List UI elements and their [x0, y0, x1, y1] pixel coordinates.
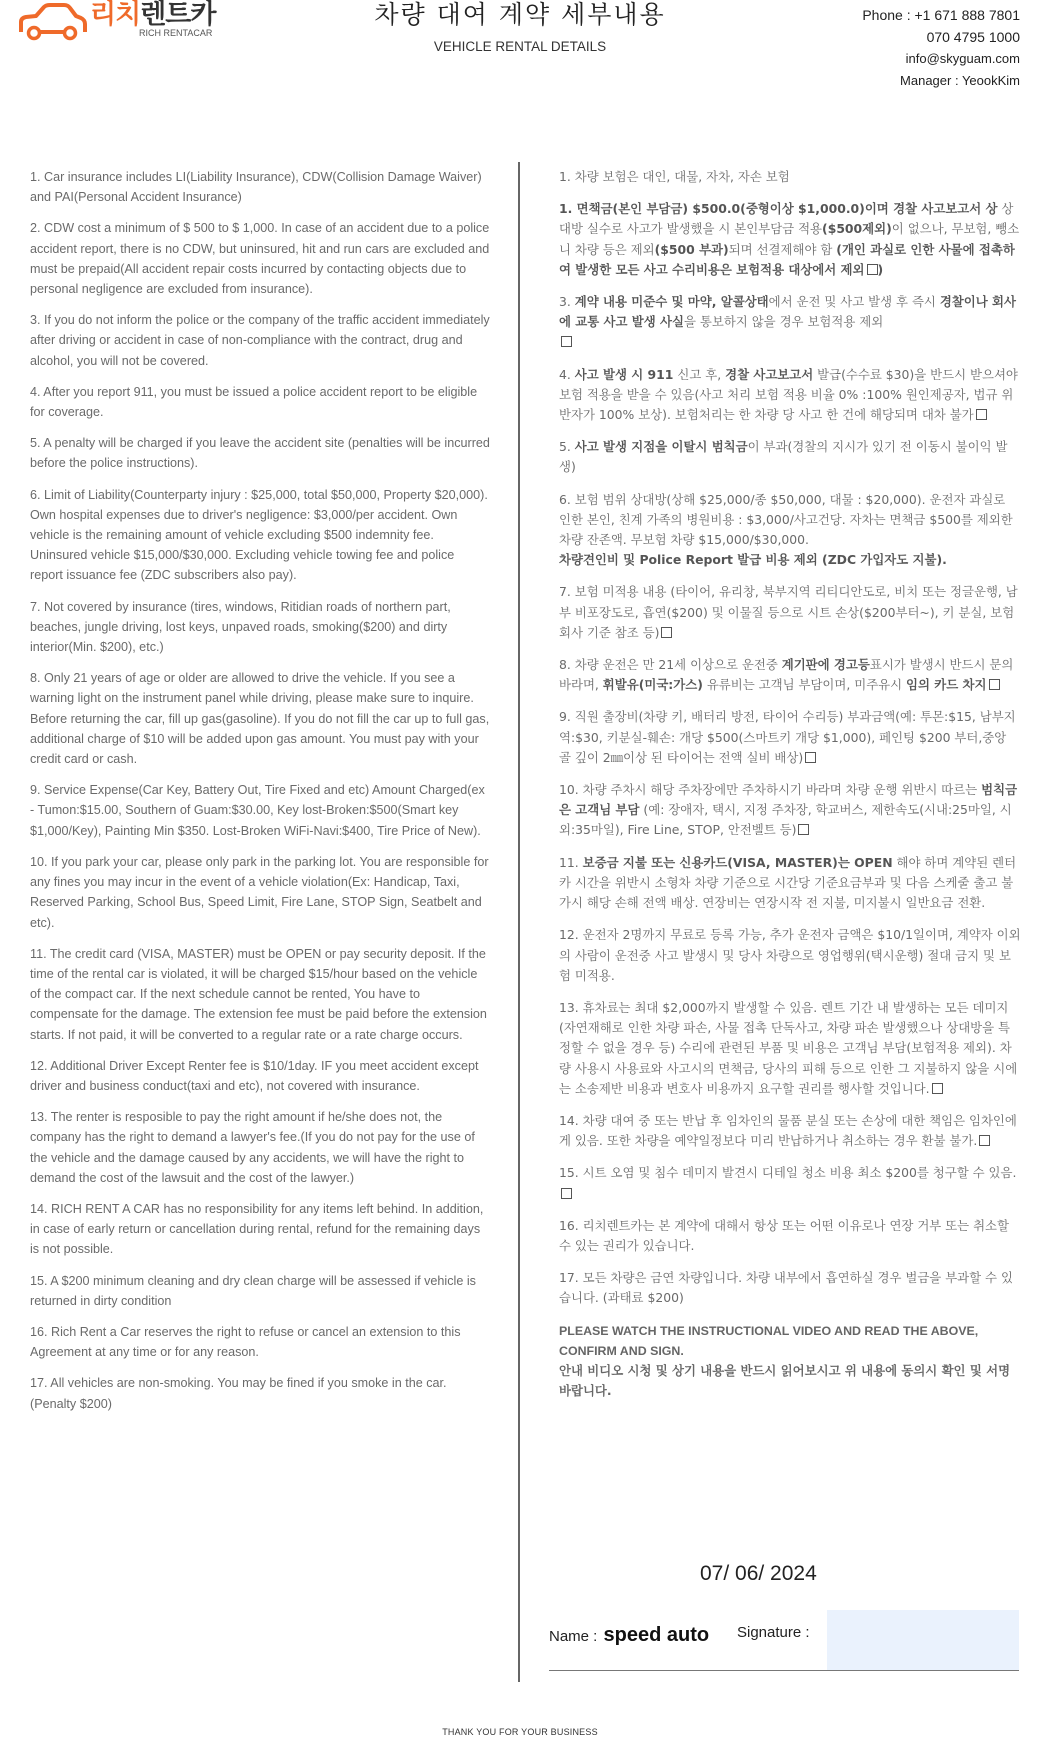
korean-term: 10. 차량 주차시 해당 주차장에만 주차하시기 바라며 차량 운행 위반시 따르는 범칙금은 고객님 부담 (예: 장애자, 택시, 지정 주차장, 학교버스, 제한속도(시내:25마일, 시외:35마일), Fire Line, STOP, 안전벨트 등)	[559, 782, 1018, 838]
korean-term: 16. 리치렌트카는 본 계약에 대해서 항상 또는 어떤 이유로나 연장 거부 또는 취소할 수 있는 권리가 있습니다.	[559, 1217, 1009, 1253]
empty-checkbox-icon[interactable]	[932, 1083, 943, 1094]
korean-term: 9. 직원 출장비(차량 키, 배터리 방전, 타이어 수리등) 부과금액(예: 투몬:$15, 남부지역:$30, 키분실-훼손: 개당 $500(스마트키 개당 $1,000), 페인팅 $200 부터,중앙 골 깊이 2㎜이상 된 타이어는 전액 실비 배상)	[559, 709, 1016, 765]
english-term: 5. A penalty will be charged if you leave the accident site (penalties will be incurred before the police instructions).	[30, 436, 490, 471]
sign-notice	[559, 1321, 1021, 1402]
english-term: 17. All vehicles are non-smoking. You may be fined if you smoke in the car. (Penalty $200)	[30, 1376, 447, 1411]
document-title	[340, 0, 700, 54]
company-logo	[18, 2, 228, 42]
korean-term: 5. 사고 발생 지점을 이탈시 범칙금이 부과(경찰의 지시가 있기 전 이동시 불이익 발생)	[559, 439, 1008, 475]
korean-term: 7. 보험 미적용 내용 (타이어, 유리창, 북부지역 리티디안도로, 비치 또는 정글운행, 남부 비포장도로, 흡연($200) 및 이물질 등으로 시트 손상($200부터~), 키 분실, 보험회사 기준 참조 등)	[559, 584, 1018, 640]
korean-term: 3. 계약 내용 미준수 및 마약, 알콜상태에서 운전 및 사고 발생 후 즉시 경찰이나 회사에 교통 사고 발생 사실을 통보하지 않을 경우 보험적용 제외	[559, 292, 1021, 353]
empty-checkbox-icon[interactable]	[976, 409, 987, 420]
sign-notice-korean: 안내 비디오 시청 및 상기 내용을 반드시 읽어보시고 위 내용에 동의시 확인 및 서명 바랍니다.	[559, 1362, 1011, 1399]
contract-date: 07/ 06/ 2024	[700, 1562, 817, 1585]
sign-notice-english: PLEASE WATCH THE INSTRUCTIONAL VIDEO AND READ THE ABOVE, CONFIRM AND SIGN.	[559, 1323, 979, 1358]
empty-checkbox-icon[interactable]	[989, 679, 1000, 690]
korean-term: 4. 사고 발생 시 911 신고 후, 경찰 사고보고서 발급(수수료 $30)을 반드시 받으셔야 보험 적용을 받을 수 있음(사고 처리 보험 적용 비율 0% :100% 원인제공자, 법규 위반자가 100% 보상). 보험처리는 한 차량 당 사고 한 건에 해당되며 대차 불가	[559, 366, 1018, 423]
english-term: 8. Only 21 years of age or older are allowed to drive the vehicle. If you see a warning light on the instrument panel while driving, please make sure to inquire. Before returning the car, fill up gas(gasoline). If you do not fill the car up to full gas, additional charge of $10 will be added upon gas amount. You must pay with your credit card or cash.	[30, 671, 490, 767]
name-value: speed auto	[603, 1624, 710, 1646]
english-term: 3. If you do not inform the police or the company of the traffic accident immediately after driving or accident in case of non-compliance with the contract, drug and alcohol, you will not be covered.	[30, 313, 490, 368]
phone-number: Phone : +1 671 888 7801	[862, 7, 1020, 23]
english-term: 4. After you report 911, you must be issued a police accident report to be eligible for coverage.	[30, 384, 478, 420]
manager-name: Manager : YeookKim	[900, 73, 1020, 88]
empty-checkbox-icon[interactable]	[561, 1188, 572, 1199]
english-term: 16. Rich Rent a Car reserves the right to refuse or cancel an extension to this Agreement at any time or for any reason.	[30, 1324, 461, 1360]
korean-term: 6. 보험 범위 상대방(상해 $25,000/종 $50,000, 대물 : $20,000). 운전자 과실로 인한 본인, 친계 가족의 병원비용 : $3,000/사고건당. 자차는 면책금 $500를 제외한 차량 잔존액. 무보험 차량 $15,000/$30,000. 차량견인비 및 Police Report 발급 비용 제외 (ZDC 가입자도 지불).	[559, 491, 1013, 568]
english-term: 9. Service Expense(Car Key, Battery Out, Tire Fixed and etc) Amount Charged(ex - Tumon:$15.00, Southern of Guam:$30.00, Key lost-Broken:$500(Smart key $1,000/Key), Painting Min $350. Lost-Broken WiFi-Navi:$400, Tire Price of New).	[30, 783, 485, 838]
signature-row	[549, 1610, 1019, 1674]
signature-underline	[549, 1670, 1019, 1671]
title-english: VEHICLE RENTAL DETAILS	[433, 39, 607, 54]
korean-term: 13. 휴차료는 최대 $2,000까지 발생할 수 있음. 렌트 기간 내 발생하는 모든 데미지(자연재해로 인한 차량 파손, 사물 접촉 단독사고, 차량 파손 발생했으나 상대방을 특정할 수 없을 경우 등) 수리에 관련된 부품 및 비용은 고객님 부담(보험적용 제외). 차량 사용시 사용료와 사고시의 면책금, 당사의 피해 등으로 인한 그 지불하지 않을 시에는 소송제반 비용과 변호사 비용까지 요구할 권리를 행사할 것입니다.	[559, 999, 1018, 1096]
english-term: 11. The credit card (VISA, MASTER) must be OPEN or pay security deposit. If the time of the rental car is violated, it will be charged $15/hour based on the vehicle of the compact car. If the next schedule cannot be rented, You have to compensate for the damage. The extension fee must be paid before the extension starts. If not paid, it will be converted to a regular rate or a rate charge occurs.	[30, 946, 487, 1042]
empty-checkbox-icon[interactable]	[867, 264, 878, 275]
column-divider	[518, 162, 520, 1682]
korean-term: 1. 면책금(본인 부담금) $500.0(중형이상 $1,000.0)이며 경찰 사고보고서 상 상대방 실수로 사고가 발생했을 시 본인부담금 적용($500제외)이 없으나, 무보험, 뺑소니 차량 등은 제외($500 부과)되며 선결제해야 함 (개인 과실로 인한 사물에 접촉하여 발생한 모든 사고 수리비용은 보험적용 대상에서 제외 )	[559, 201, 1020, 277]
empty-checkbox-icon[interactable]	[798, 824, 809, 835]
korean-term: 17. 모든 차량은 금연 차량입니다. 차량 내부에서 흡연하실 경우 벌금을 부과할 수 있습니다. (과태료 $200)	[559, 1270, 1013, 1306]
english-term: 14. RICH RENT A CAR has no responsibility for any items left behind. In addition, in case of early return or cancellation during rental, refund for the remaining days is not possible.	[30, 1201, 484, 1257]
english-term: 15. A $200 minimum cleaning and dry clean charge will be assessed if vehicle is returned in dirty condition	[30, 1273, 476, 1308]
english-term: 6. Limit of Liability(Counterparty injury : $25,000, total $50,000, Property $20,000). Own hospital expenses due to driver's negligence: $3,000/per accident. Own vehicle is the remaining amount of vehicle excluding $500 indemnity fee. Uninsured vehicle $15,000/$30,000. Excluding vehicle towing fee and police report issuance fee (ZDC subscribers also pay).	[30, 487, 488, 583]
signature-label: Signature :	[737, 1624, 810, 1641]
english-term: 10. If you park your car, please only park in the parking lot. You are responsible for any fines you may incur in the event of a vehicle violation(Ex: Handicap, Taxi, Reserved Parking, School Bus, Speed Limit, Fire Lane, STOP Sign, Seatbelt and etc).	[30, 854, 489, 930]
contact-info	[862, 4, 1020, 92]
document-header	[0, 0, 1040, 110]
korean-term: 15. 시트 오염 및 침수 데미지 발견시 디테일 청소 비용 최소 $200를 청구할 수 있음.	[559, 1163, 1021, 1203]
korean-term: 8. 차량 운전은 만 21세 이상으로 운전중 계기판에 경고등표시가 발생시 반드시 문의 바라며, 휘발유(미국:가스) 유류비는 고객님 부담이며, 미주유시 임의 카드 차지	[559, 657, 1014, 693]
korean-term: 14. 차량 대여 중 또는 반납 후 임차인의 물품 분실 또는 손상에 대한 책임은 임차인에게 있음. 또한 차량을 예약일정보다 미리 반납하거나 취소하는 경우 환불 불가.	[559, 1112, 1017, 1149]
english-term: 7. Not covered by insurance (tires, windows, Ritidian roads of northern part, beaches, jungle driving, lost keys, unpaved roads, smoking($200) and dirty interior(Min. $200), etc.)	[30, 599, 451, 655]
english-terms-column	[30, 167, 490, 1425]
email-address: info@skyguam.com	[905, 51, 1020, 66]
car-outline-icon	[18, 2, 88, 42]
empty-checkbox-icon[interactable]	[561, 336, 572, 347]
korean-term: 11. 보증금 지불 또는 신용카드(VISA, MASTER)는 OPEN 해야 하며 계약된 렌터카 시간을 위반시 소형차 차량 기준으로 시간당 기준요금부과 및 다음 스케줄 출고 불가시 해당 손해 전액 배상. 연장비는 연장시작 전 지불, 미지불시 일반요금 전환.	[559, 854, 1017, 911]
empty-checkbox-icon[interactable]	[979, 1135, 990, 1146]
empty-checkbox-icon[interactable]	[805, 752, 816, 763]
korean-term: 1. 차량 보험은 대인, 대물, 자차, 자손 보험	[559, 169, 790, 184]
name-field	[549, 1624, 709, 1647]
logo-english-text: RICH RENTACAR	[139, 28, 213, 38]
phone-number-secondary: 070 4795 1000	[926, 29, 1020, 45]
footer-text: THANK YOU FOR YOUR BUSINESS	[442, 1727, 598, 1737]
english-term: 13. The renter is resposible to pay the right amount if he/she does not, the company has the right to demand a lawyer's fee.(If you do not pay for the use of the vehicle and the damage caused by any accidents, we will have the right to demand the cost of the lawsuit and the cost of the lawyer.)	[30, 1110, 475, 1185]
korean-terms-column	[559, 167, 1021, 1401]
signature-input[interactable]	[827, 1610, 1019, 1670]
english-term: 1. Car insurance includes LI(Liability Insurance), CDW(Collision Damage Waiver) and PAI(Personal Accident Insurance)	[30, 170, 482, 205]
english-term: 2. CDW cost a minimum of $ 500 to $ 1,000. In case of an accident due to a police accident report, there is no CDW, but uninsured, hit and run cars are excluded and must be prepaid(All accident repair costs incurred by contacting objects due to personal negligence are excluded from insurance).	[30, 221, 490, 297]
logo-korean-text: 리치렌트카	[90, 0, 216, 30]
name-label: Name :	[549, 1628, 602, 1645]
korean-term: 12. 운전자 2명까지 무료로 등록 가능, 추가 운전자 금액은 $10/1일이며, 계약자 이외의 사람이 운전중 사고 발생시 및 당사 차량으로 영업행위(택시운행) 절대 금지 및 보험 미적용.	[559, 927, 1021, 983]
title-korean: 차량 대여 계약 세부내용	[374, 0, 666, 29]
empty-checkbox-icon[interactable]	[661, 627, 672, 638]
english-term: 12. Additional Driver Except Renter fee is $10/1day. IF you meet accident except driver and business conduct(taxi and etc), not covered with insurance.	[30, 1058, 479, 1093]
